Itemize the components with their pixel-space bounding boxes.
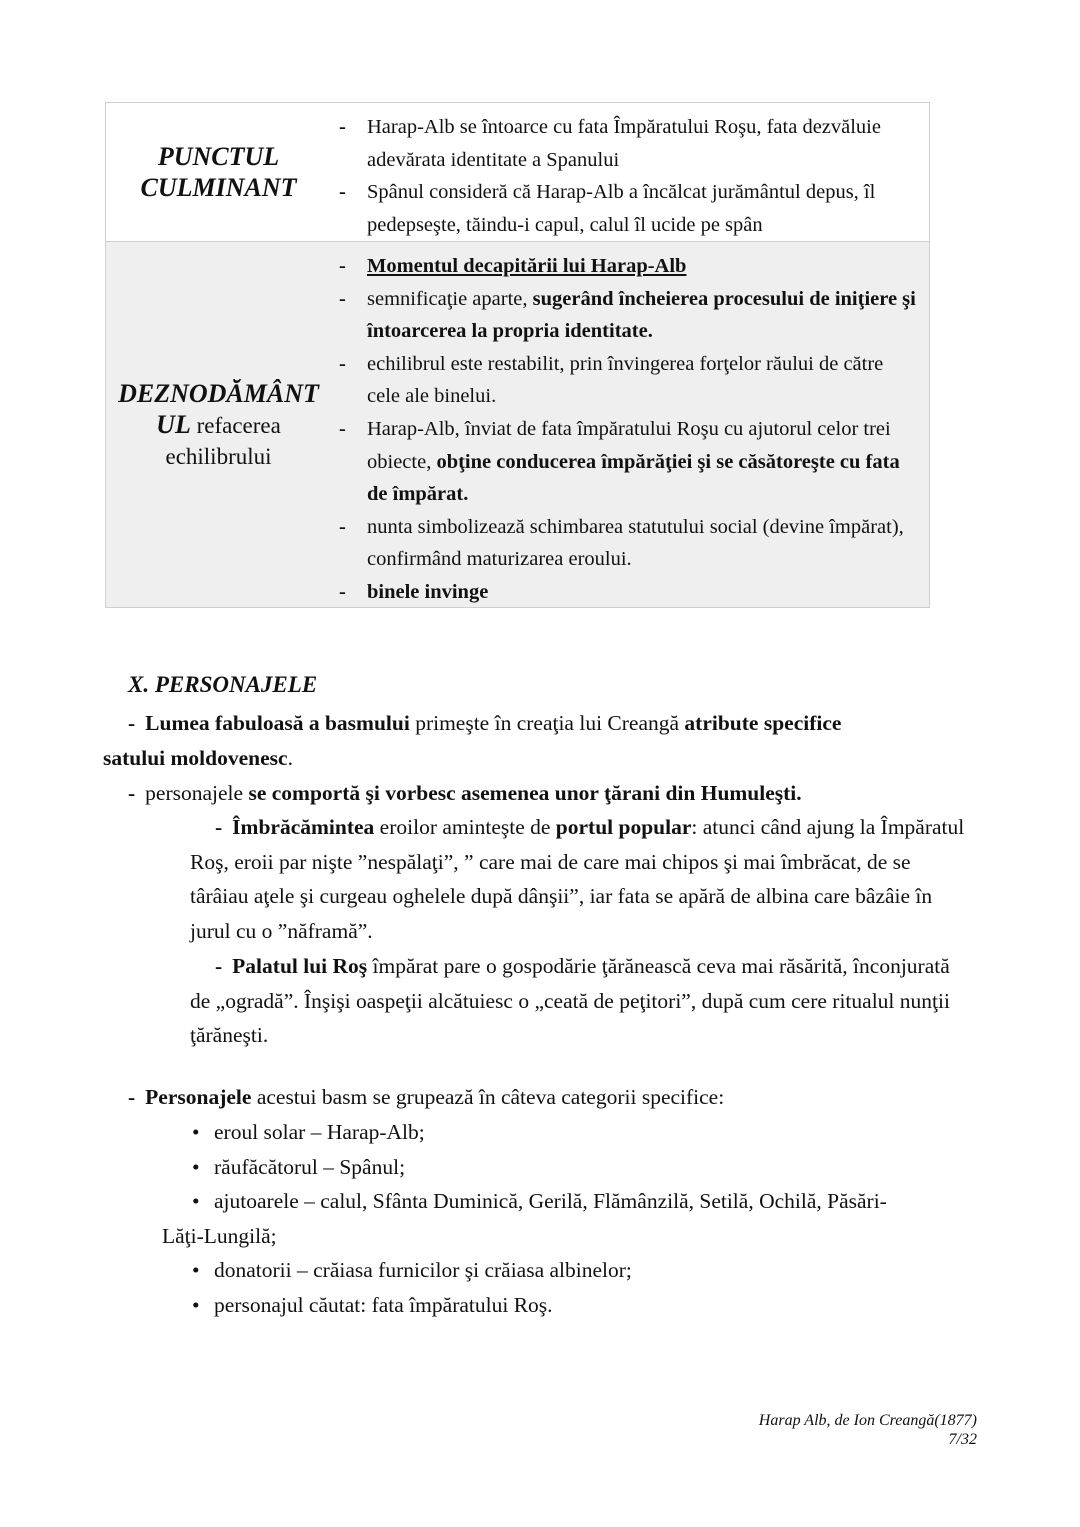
list-item-continuation: Lăţi-Lungilă; [162, 1223, 277, 1248]
character-category-list [162, 1115, 887, 1323]
section-title: X. PERSONAJELE [128, 672, 318, 697]
resolution-content-cell [331, 242, 929, 607]
paragraph-palace: - Palatul lui Roş împărat pare o gospodărie ţărănească ceva mai răsărită, înconjurată de „ogradă”. Înşişi oaspeţii alcătuiesc o „ceată de peţitori”, după cum cere ritualul nunţii ţărăneşti. [190, 954, 950, 1048]
resolution-label-line2: UL refacerea [156, 409, 281, 439]
table-row-climax [106, 103, 929, 242]
resolution-item: - Harap-Alb, înviat de fata împăratului Roşu cu ajutorul celor trei obiecte, obţine conducerea împărăţiei şi se căsătoreşte cu fata de împărat. [339, 417, 900, 506]
resolution-item: - Momentul decapitării lui Harap-Alb [339, 255, 687, 277]
paragraph-characters-behaviour: - personajele se comportă şi vorbesc asemenea unor ţărani din Humuleşti. [128, 781, 802, 805]
page-footer [759, 1411, 977, 1449]
climax-content-cell [331, 103, 929, 241]
list-item: • donatorii – crăiasa furnicilor şi crăiasa albinelor; [192, 1253, 887, 1288]
list-item: • răufăcătorul – Spânul; [192, 1150, 887, 1185]
plot-structure-table [105, 102, 930, 608]
resolution-item: - nunta simbolizează schimbarea statutului social (devine împărat), confirmând maturizarea eroului. [339, 515, 904, 571]
climax-label-line2: CULMINANT [140, 173, 297, 202]
climax-label-line1: PUNCTUL [157, 142, 280, 171]
resolution-item: - echilibrul este restabilit, prin învingerea forţelor răului de către cele ale binelui. [339, 352, 884, 408]
footer-title: Harap Alb, de Ion Creangă(1877) [758, 1412, 977, 1429]
paragraph-fabulous-world-cont: satului moldovenesc. [103, 746, 293, 770]
list-item: • personajul căutat: fata împăratului Roş. [192, 1288, 887, 1323]
resolution-label-cell [106, 242, 331, 607]
resolution-label-line1: DEZNODĂMÂNT [118, 378, 319, 408]
resolution-item: - semnificaţie aparte, sugerând încheierea procesului de iniţiere şi întoarcerea la propria identitate. [339, 287, 916, 343]
climax-label-cell [106, 103, 331, 241]
paragraph-clothing: - Îmbrăcămintea eroilor aminteşte de portul popular: atunci când ajung la Împăratul Roş, eroii par nişte ”nespălaţi”, ” care mai de care mai chipos şi mai îmbrăcat, de se târâiau aţele şi curgeau oghelele după dânşii”, iar fata se apără de albina care bâzâie în jurul cu o ”năframă”. [190, 815, 965, 943]
climax-item: - Harap-Alb se întoarce cu fata Împăratului Roşu, fata dezvăluie adevărata identitate a Spanului [339, 116, 881, 171]
climax-item: - Spânul consideră că Harap-Alb a încălcat jurământul depus, îl pedepseşte, tăindu-i capul, calul îl ucide pe spân [339, 181, 876, 236]
paragraph-character-groups: - Personajele acestui basm se grupează în câteva categorii specifice: [128, 1085, 725, 1109]
page-number: 7/32 [948, 1431, 977, 1448]
table-row-resolution [106, 242, 929, 607]
list-item: • eroul solar – Harap-Alb; [192, 1115, 887, 1150]
resolution-item: - binele invinge [339, 580, 489, 603]
resolution-label-line3: echilibrului [165, 443, 272, 469]
list-item: • ajutoarele – calul, Sfânta Duminică, Gerilă, Flămânzilă, Setilă, Ochilă, Păsări- [192, 1184, 887, 1219]
paragraph-fabulous-world: - Lumea fabuloasă a basmului primeşte în creaţia lui Creangă atribute specifice [128, 711, 842, 735]
